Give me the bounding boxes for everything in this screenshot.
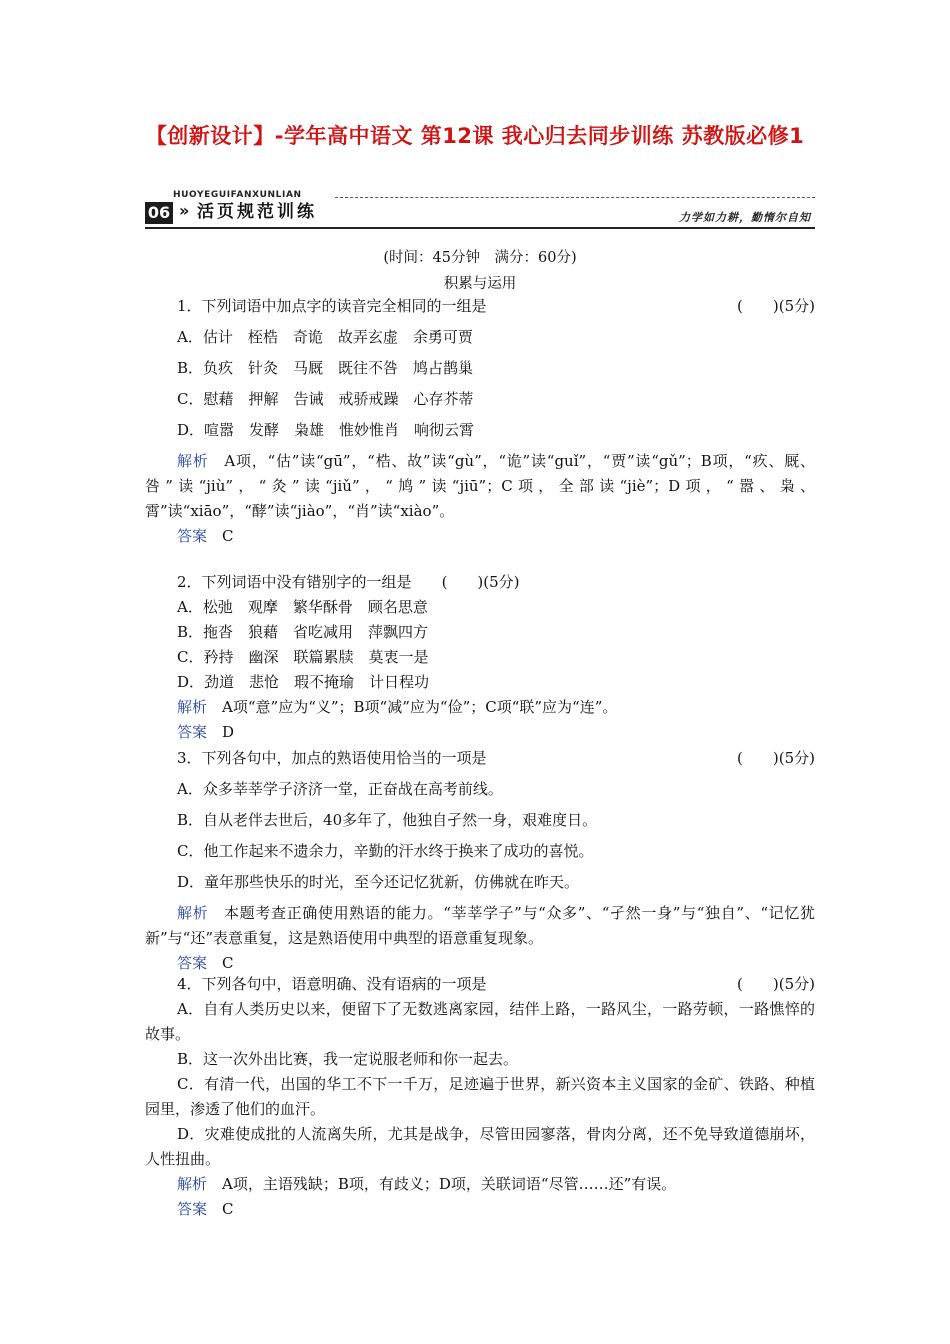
- question-stem: 3．下列各句中，加点的熟语使用恰当的一项是: [177, 749, 487, 767]
- analysis-label: 解析: [177, 452, 209, 470]
- option-c: C．矜持 幽深 联篇累牍 莫衷一是: [177, 648, 429, 666]
- answer-label: 答案: [177, 1200, 208, 1218]
- analysis-text: A项，主语残缺；B项，有歧义；D项，关联词语“尽管……还”有误。: [222, 1175, 677, 1193]
- question-score: ( )(5分): [737, 749, 815, 767]
- time-limit: (时间：45分钟 满分：60分): [383, 250, 577, 266]
- option-a: A．自有人类历史以来，便留下了无数逃离家园，结伴上路，一路风尘，一路劳顿，一路憔悴的故事。: [145, 1000, 815, 1043]
- banner-number: 06: [145, 202, 173, 224]
- option-b: B．拖沓 狼藉 省吃减用 萍飘四方: [177, 623, 429, 641]
- double-chevron-icon: »: [179, 201, 190, 220]
- analysis-text: A项，“估”读“gū”，“梏、故”读“gù”，“诡”读“guǐ”，“贾”读“gǔ”；B项，“疚、厩、咎”读“jiù”，“灸”读“jiǔ”，“鸠”读“jiū”；C项，全部读“jiè”；D项，“嚣、枭、霄”读“xiāo”，“酵”读“jiào”，“肖”读“xiào”。: [145, 452, 815, 520]
- option-a: A．松弛 观摩 繁华酥骨 顾名思意: [177, 598, 428, 616]
- question-stem: 2．下列词语中没有错别字的一组是: [177, 573, 412, 591]
- question-score: ( )(5分): [737, 975, 815, 993]
- banner-rule: [145, 227, 815, 229]
- banner-label: 活页规范训练: [197, 202, 317, 222]
- option-d: D．喧嚣 发酵 枭雄 惟妙惟肖 响彻云霄: [177, 421, 475, 439]
- analysis-label: 解析: [177, 904, 209, 922]
- section-heading: 积累与运用: [443, 276, 517, 292]
- section-banner: [145, 190, 815, 238]
- question-1: [145, 294, 815, 549]
- option-c: C．他工作起来不遗余力，辛勤的汗水终于换来了成功的喜悦。: [177, 842, 594, 860]
- analysis-text: A项“意”应为“义”；B项“减”应为“俭”；C项“联”应为“连”。: [222, 698, 618, 716]
- banner-dashed-line: [335, 197, 815, 198]
- option-d: D．童年那些快乐的时光，至今还记忆犹新，仿佛就在昨天。: [177, 873, 580, 891]
- answer-label: 答案: [177, 954, 208, 972]
- answer-label: 答案: [177, 527, 208, 545]
- analysis-label: 解析: [177, 698, 208, 716]
- document-title: 【创新设计】-学年高中语文 第12课 我心归去同步训练 苏教版必修1: [145, 124, 805, 148]
- option-d: D．劲道 悲怆 瑕不掩瑜 计日程功: [177, 673, 430, 691]
- answer-value: C: [222, 1200, 234, 1218]
- option-b: B．负疚 针灸 马厩 既往不咎 鸠占鹊巢: [177, 359, 474, 377]
- option-b: B．自从老伴去世后，40多年了，他独自孑然一身，艰难度日。: [177, 811, 598, 829]
- question-stem: 4．下列各句中，语意明确、没有语病的一项是: [177, 975, 487, 993]
- question-stem: 1．下列词语中加点字的读音完全相同的一组是: [177, 297, 487, 315]
- analysis-label: 解析: [177, 1175, 208, 1193]
- question-4: [145, 972, 815, 1222]
- option-a: A．众多莘莘学子济济一堂，正奋战在高考前线。: [177, 780, 503, 798]
- option-b: B．这一次外出比赛，我一定说服老师和你一起去。: [177, 1050, 519, 1068]
- answer-value: D: [222, 723, 235, 741]
- option-c: C．慰藉 押解 告诫 戒骄戒躁 心存芥蒂: [177, 390, 474, 408]
- question-score: ( )(5分): [737, 297, 815, 315]
- option-d: D．灾难使成批的人流离失所，尤其是战争，尽管田园寥落，骨肉分离，还不免导致道德崩坏，人性扭曲。: [145, 1125, 815, 1168]
- banner-pinyin: HUOYEGUIFANXUNLIAN: [173, 190, 302, 200]
- analysis-text: 本题考查正确使用熟语的能力。“莘莘学子”与“众多”、“孑然一身”与“独自”、“记忆犹新”与“还”表意重复，这是熟语使用中典型的语意重复现象。: [145, 904, 815, 947]
- question-score: ( )(5分): [441, 573, 520, 591]
- banner-motto: 力学如力耕，勤惰尔自知: [679, 211, 811, 224]
- question-2: [145, 570, 815, 745]
- option-a: A．估计 桎梏 奇诡 故弄玄虚 余勇可贾: [177, 328, 473, 346]
- answer-label: 答案: [177, 723, 208, 741]
- answer-value: C: [222, 527, 234, 545]
- answer-value: C: [222, 954, 234, 972]
- question-3: [145, 746, 815, 976]
- option-c: C．有清一代，出国的华工不下一千万，足迹遍于世界，新兴资本主义国家的金矿、铁路、种植园里，渗透了他们的血汗。: [145, 1075, 815, 1118]
